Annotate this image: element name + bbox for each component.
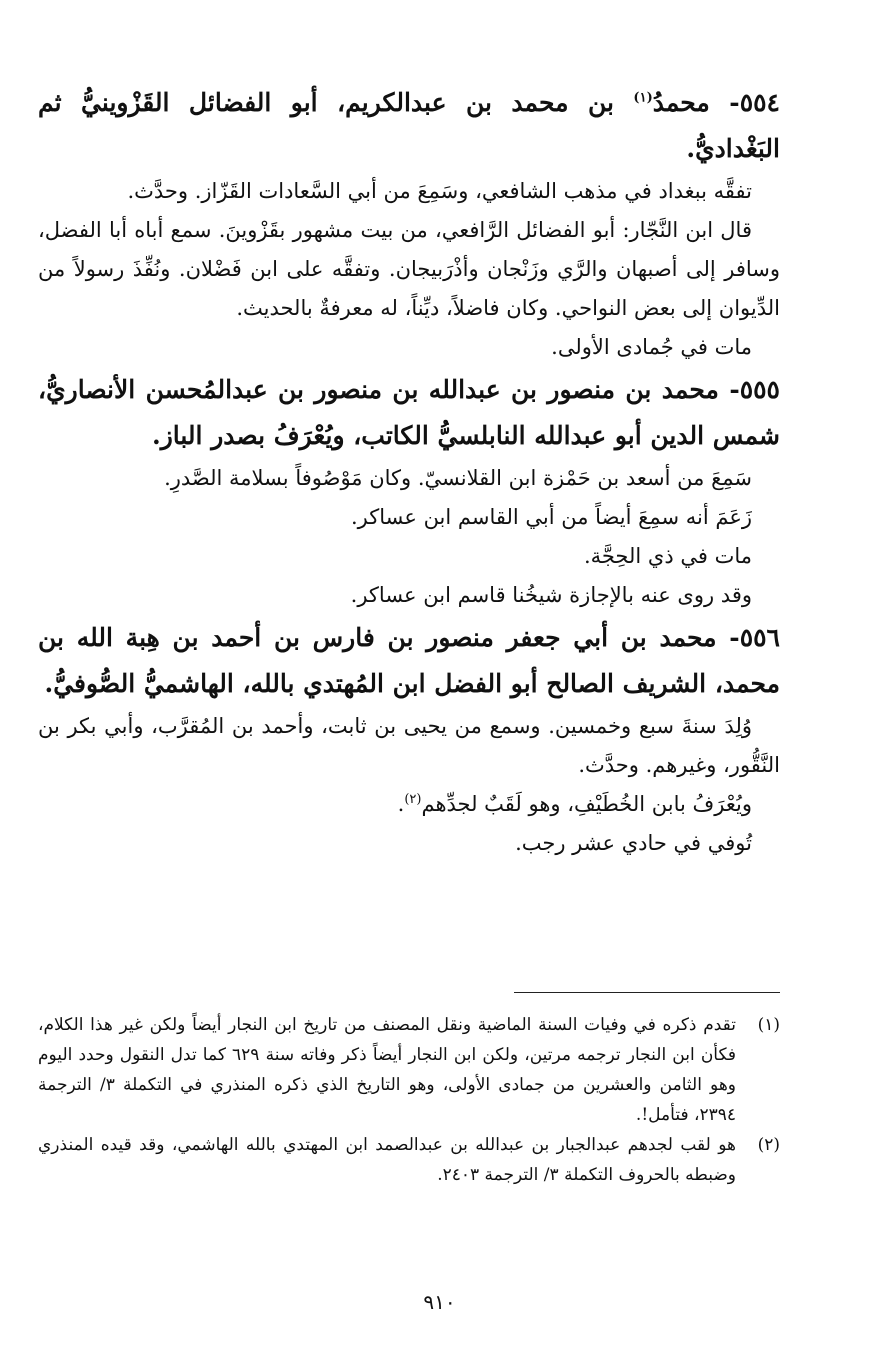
paragraph: سَمِعَ من أسعد بن حَمْزة ابن القلانسيّ. وكان مَوْصُوفاً بسلامة الصَّدرِ. [164, 466, 752, 490]
paragraph: مات في ذي الحِجَّة. [583, 544, 752, 568]
paragraph: تفقَّه ببغداد في مذهب الشافعي، وسَمِعَ من أبي السَّعادات القَزّاز. وحدَّث. [127, 179, 752, 203]
entry-heading [38, 615, 780, 707]
footnote-marker: (٢) [404, 792, 422, 807]
footnote-item [38, 1130, 780, 1190]
entry-number: ٥٥٥- [729, 375, 780, 404]
footnote-item [38, 1010, 780, 1130]
paragraph: تُوفي في حادي عشر رجب. [515, 831, 752, 855]
entry-name: محمد بن أبي جعفر منصور بن فارس بن أحمد بن هِبة الله بن محمد، الشريف الصالح أبو الفضل ابن المُهتدي بالله، الهاشميُّ الصُّوفيُّ. [38, 623, 780, 698]
paragraph-end: . [397, 792, 405, 816]
entry-name: محمدُ [652, 88, 710, 117]
entry-name: محمد بن منصور بن عبدالله بن منصور بن عبدالمُحسن الأنصاريُّ، شمس الدين أبو عبدالله النابلسيُّ الكاتب، ويُعْرَفُ بصدر الباز. [38, 375, 780, 450]
entry-heading [38, 80, 780, 172]
paragraph: وُلِدَ سنةَ سبع وخمسين. وسمع من يحيى بن ثابت، وأحمد بن المُقرَّب، وأبي بكر بن النَّقُّور، وغيرهم. وحدَّث. [38, 714, 780, 777]
paragraph [38, 785, 780, 824]
entry-number: ٥٥٦- [729, 623, 780, 652]
paragraph: زَعَمَ أنه سمِعَ أيضاً من أبي القاسم ابن عساكر. [350, 505, 752, 529]
footnote-number: (٢) [757, 1135, 780, 1155]
paragraph-text: ويُعْرَفُ بابن الخُطَيْفِ، وهو لَقَبٌ لجدِّهم [421, 792, 752, 816]
main-text [38, 80, 780, 863]
footnote-text: تقدم ذكره في وفيات السنة الماضية ونقل المصنف من تاريخ ابن النجار أيضاً ولكن غير هذا الكلام، فكأن ابن النجار ترجمه مرتين، ولكن ابن النجار أيضاً ذكر وفاته سنة ٦٢٩ كما تدل النقول وحدد اليوم وهو الثامن والعشرين من جمادى الأولى، وهو التاريخ الذي ذكره المنذري في التكملة ٣/ الترجمة ٢٣٩٤، فتأمل!. [38, 1015, 737, 1125]
paragraph: قال ابن النَّجّار: أبو الفضائل الرَّافعي، من بيت مشهور بقَزْوينَ. سمع أباه أبا الفضل، وسافر إلى أصبهان والرَّي وزَنْجان وأذْرَبيجان. وتفقَّه على ابن فَضْلان. ونُفِّذَ رسولاً من الدِّيوان إلى بعض النواحي. وكان فاضلاً، ديِّناً، له معرفةٌ بالحديث. [38, 218, 780, 320]
entry-name-rest: بن محمد بن عبدالكريم، أبو الفضائل القَزْوينيُّ ثم البَغْداديُّ. [38, 88, 780, 163]
paragraph: وقد روى عنه بالإجازة شيخُنا قاسم ابن عساكر. [350, 583, 752, 607]
footnotes [38, 1010, 780, 1190]
entry-number: ٥٥٤- [729, 88, 780, 117]
entry-heading [38, 367, 780, 459]
paragraph: مات في جُمادى الأولى. [551, 335, 752, 359]
page-number: ٩١٠ [423, 1290, 456, 1314]
footnote-number: (١) [757, 1015, 780, 1035]
footnote-text: هو لقب لجدهم عبدالجبار بن عبدالله بن عبدالصمد ابن المهتدي بالله الهاشمي، وقد قيده المنذري وضبطه بالحروف التكملة ٣/ الترجمة ٢٤٠٣. [38, 1135, 736, 1185]
footnote-divider [514, 992, 780, 993]
footnote-marker: (١) [633, 90, 653, 106]
